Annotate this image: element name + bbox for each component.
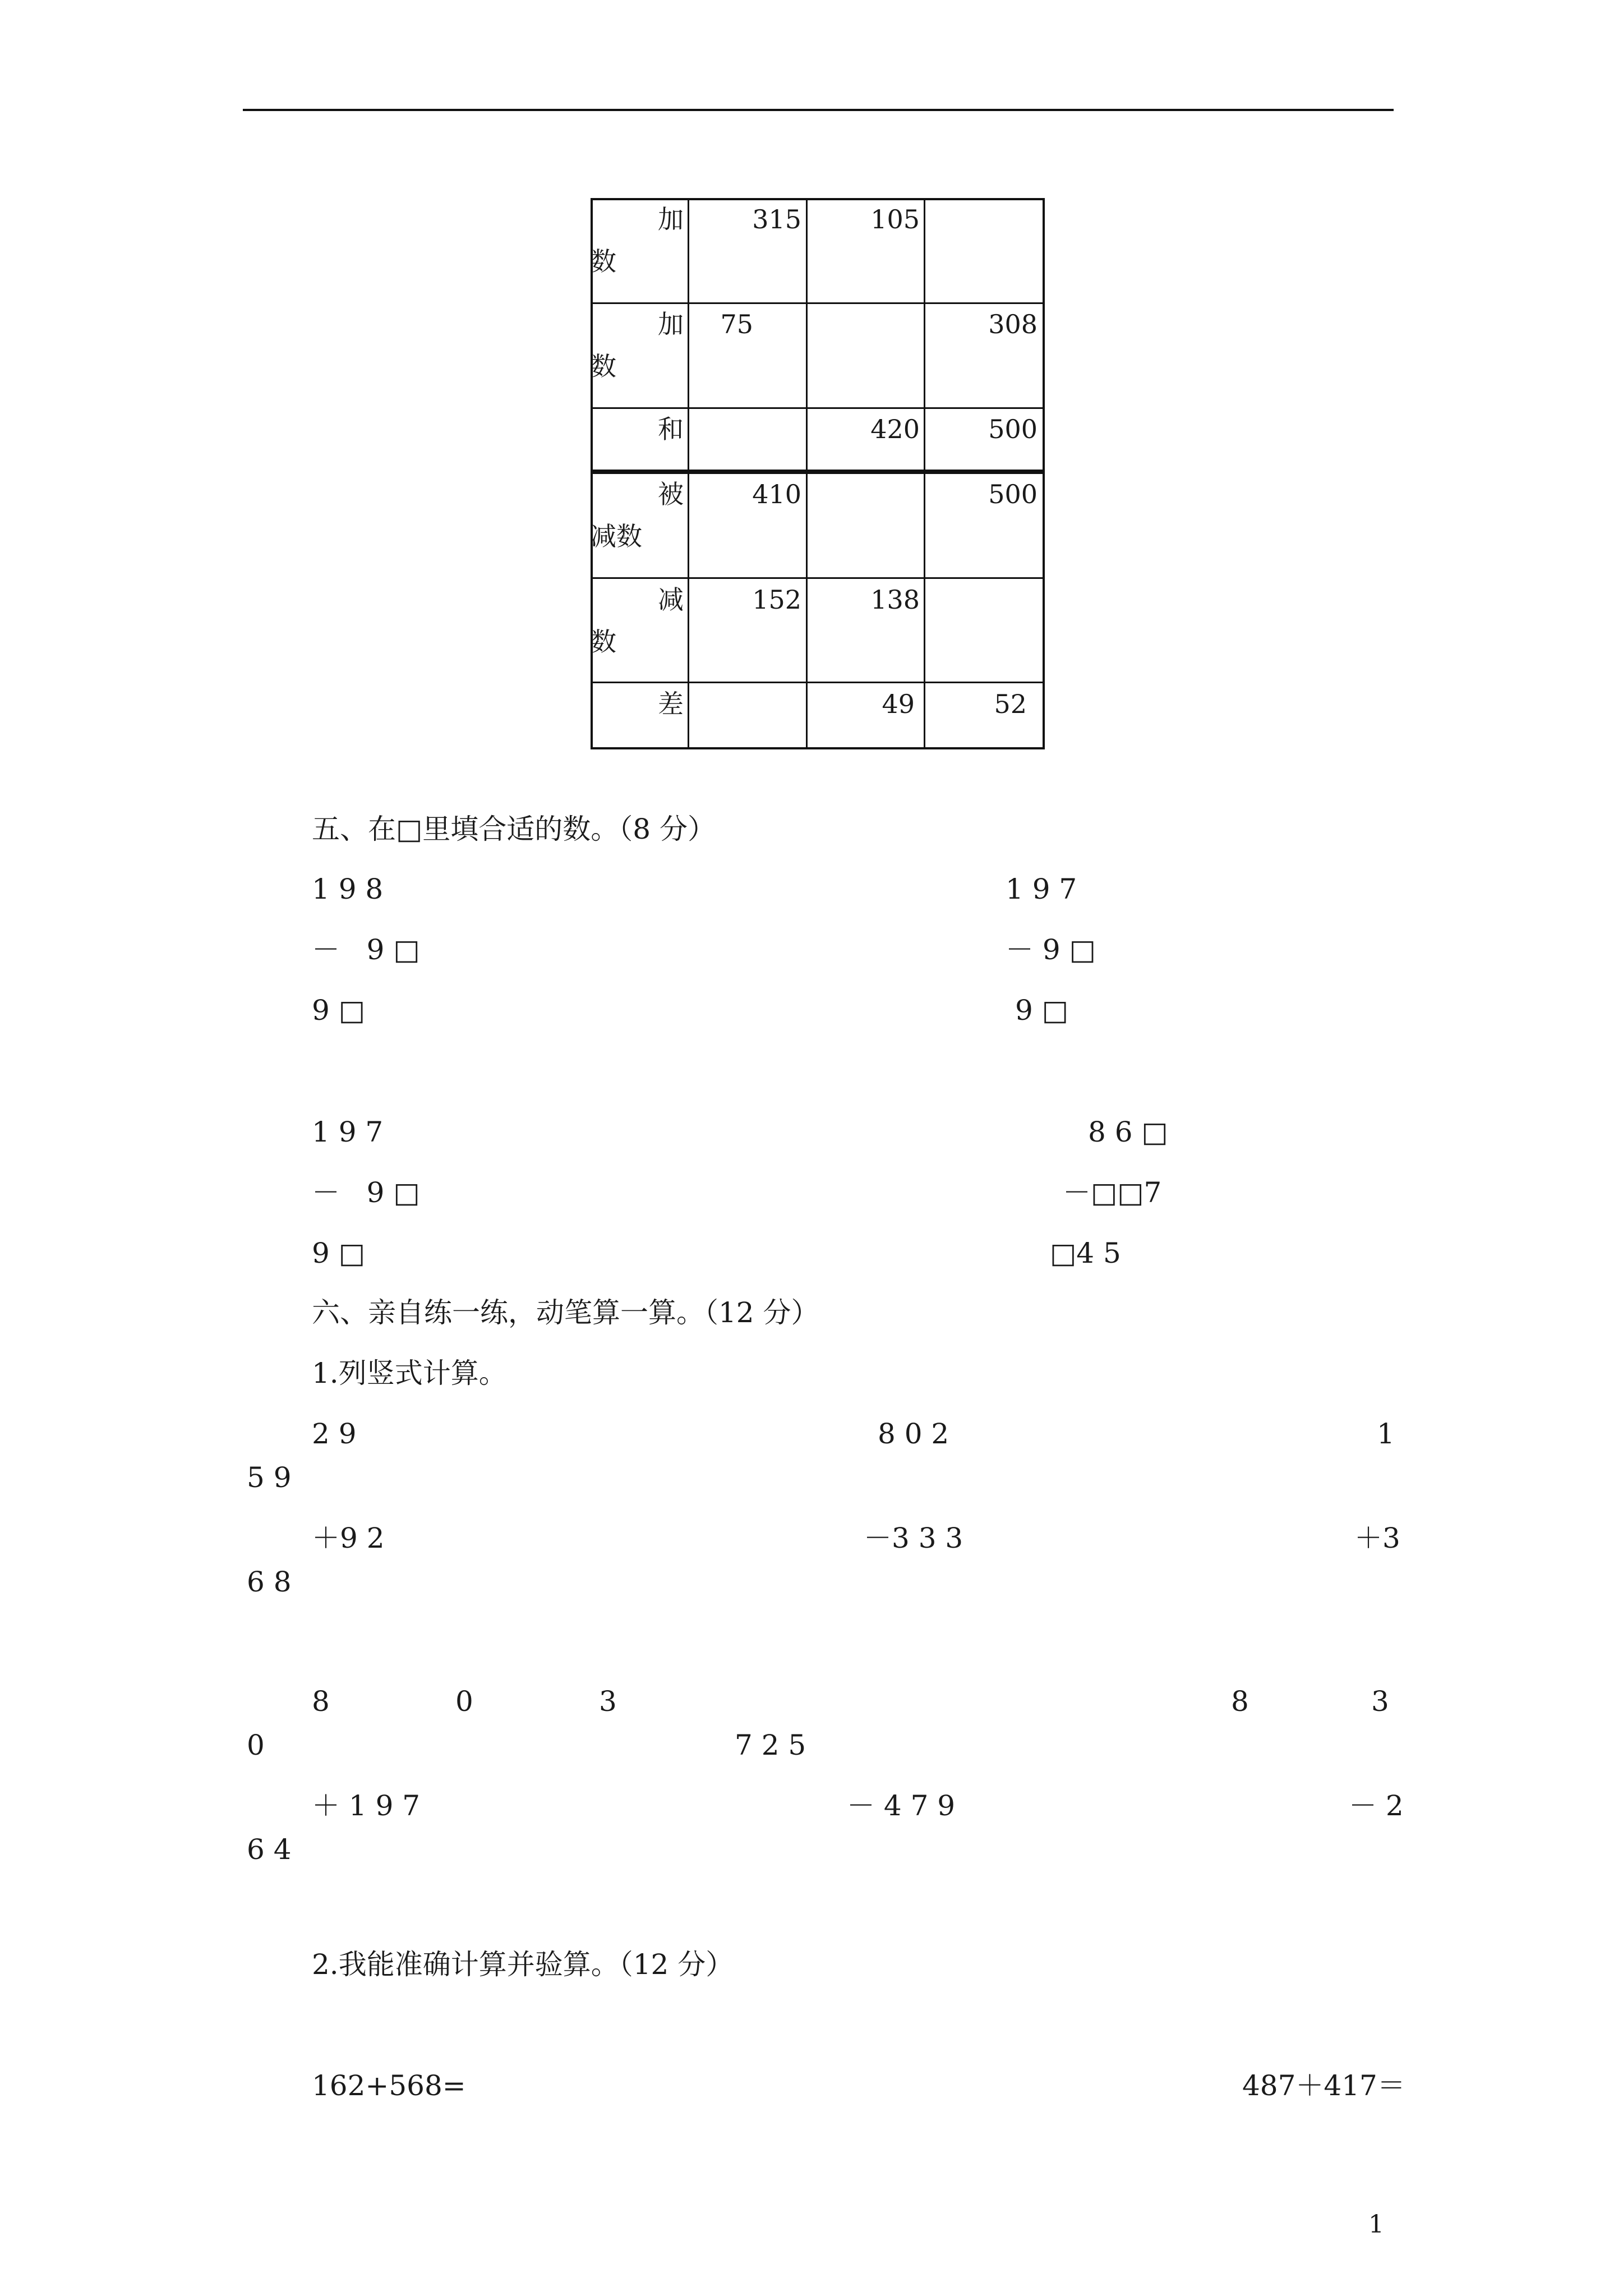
row-label: 数 (591, 627, 616, 657)
calc-line: －3 3 3 (864, 1522, 963, 1554)
calc-line-wrap: 6 4 (247, 1833, 292, 1866)
table-cell: 75 (720, 309, 753, 339)
row-label: 加 (658, 309, 684, 339)
section-5-title: 五、在□里填合适的数。（8 分） (312, 813, 716, 845)
table-border-top (591, 198, 1045, 200)
table-cell: 500 (988, 479, 1038, 509)
table-row-line (591, 577, 1045, 579)
equation: 487＋417＝ (1242, 2069, 1405, 2102)
row-label: 数 (591, 351, 616, 381)
page-number: 1 (1368, 2210, 1384, 2239)
calc-line-wrap: 7 2 5 (735, 1729, 806, 1761)
calc-line: － 2 (1349, 1789, 1404, 1822)
table-cell: 105 (870, 204, 920, 234)
calc-line: － 4 7 9 (847, 1789, 956, 1822)
calc-line: ＋9 2 (312, 1522, 385, 1554)
calc-line: 2 9 (312, 1418, 357, 1450)
table-row-line (591, 302, 1045, 304)
section-6-title: 六、亲自练一练，动笔算一算。（12 分） (312, 1296, 819, 1329)
calc-line: 3 (599, 1685, 617, 1718)
table-thick-divider (591, 470, 1045, 474)
calc-line: 8 (1231, 1685, 1249, 1718)
problem-line: －□□7 (1063, 1176, 1162, 1209)
row-label: 被 (658, 479, 684, 509)
table-row-line (591, 407, 1045, 409)
table-border-bottom (591, 747, 1045, 749)
table-cell: 315 (752, 204, 801, 234)
subsection-1-title: 1.列竖式计算。 (312, 1357, 507, 1389)
problem-line: － 9 □ (1006, 933, 1096, 966)
table-cell: 308 (988, 309, 1038, 339)
problem-line: － 9 □ (312, 933, 420, 966)
table-cell: 152 (752, 585, 801, 615)
table-cell: 138 (870, 585, 920, 615)
calc-line: 3 (1371, 1685, 1389, 1718)
calc-line: 1 (1377, 1418, 1395, 1450)
row-label: 减数 (591, 521, 642, 551)
row-label: 减 (658, 585, 684, 615)
table-row-line (591, 682, 1045, 683)
problem-line: 1 9 7 (1006, 873, 1077, 905)
problem-line: 9 □ (312, 994, 365, 1027)
row-label: 和 (658, 414, 684, 444)
problem-line: 9 □ (312, 1237, 365, 1269)
problem-line: 9 □ (1015, 994, 1068, 1027)
problem-line: 1 9 8 (312, 873, 384, 905)
row-label: 数 (591, 246, 616, 277)
subsection-2-title: 2.我能准确计算并验算。（12 分） (312, 1948, 734, 1981)
calc-line: 8 0 2 (878, 1418, 949, 1450)
table-cell: 52 (994, 689, 1027, 719)
problem-line: □4 5 (1050, 1237, 1121, 1269)
equation: 162+568= (312, 2069, 466, 2102)
table-cell: 500 (988, 414, 1038, 444)
calc-line: ＋3 (1354, 1522, 1400, 1554)
calc-line: ＋ 1 9 7 (312, 1789, 421, 1822)
header-rule (243, 109, 1394, 111)
calc-line: 8 (312, 1685, 330, 1718)
problem-line: 8 6 □ (1088, 1116, 1168, 1148)
calc-line-wrap: 6 8 (247, 1566, 292, 1598)
addition-subtraction-table (591, 198, 1045, 749)
calc-line-wrap: 5 9 (247, 1461, 292, 1494)
problem-line: 1 9 7 (312, 1116, 384, 1148)
row-label: 加 (658, 204, 684, 234)
table-cell: 49 (882, 689, 915, 719)
problem-line: － 9 □ (312, 1176, 420, 1209)
calc-line-wrap: 0 (247, 1729, 265, 1761)
row-label: 差 (658, 689, 684, 719)
table-cell: 420 (870, 414, 920, 444)
table-cell: 410 (752, 479, 801, 509)
calc-line: 0 (455, 1685, 473, 1718)
